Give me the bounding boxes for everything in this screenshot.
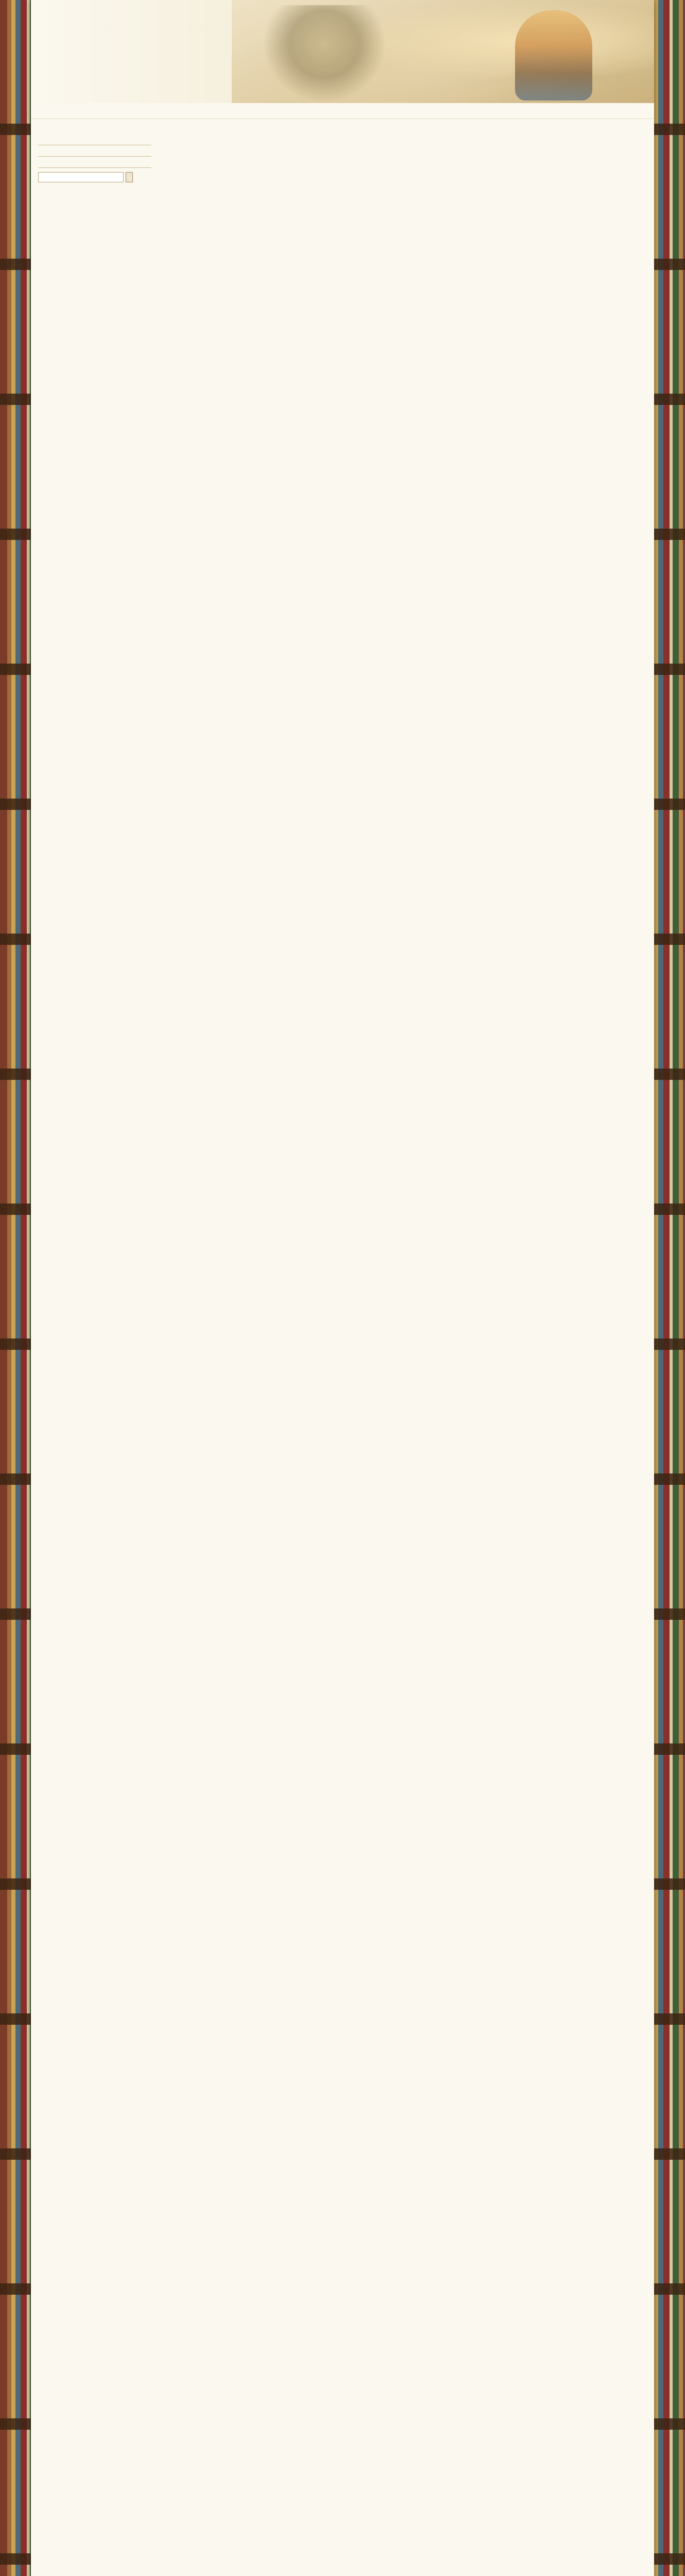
sidebar — [38, 134, 151, 182]
main-content — [162, 134, 626, 141]
site-header — [31, 0, 654, 103]
header-character-art — [515, 10, 592, 100]
blog-search — [38, 172, 151, 182]
page-container — [31, 0, 654, 2576]
notice-bar — [31, 103, 654, 119]
pages-heading — [38, 155, 151, 157]
search-button[interactable] — [126, 172, 133, 182]
header-tree-art — [263, 5, 386, 103]
search-input[interactable] — [38, 172, 124, 182]
archive-heading — [38, 143, 151, 145]
header-illustration — [232, 0, 654, 103]
search-heading — [38, 166, 151, 168]
